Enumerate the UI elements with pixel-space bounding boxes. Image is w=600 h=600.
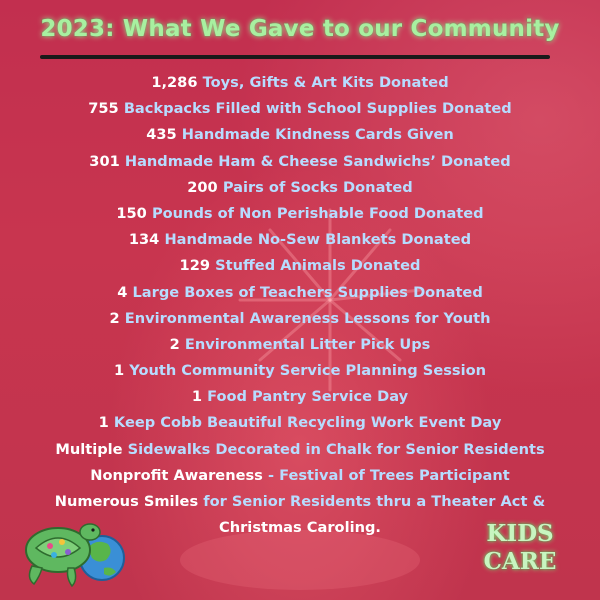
item-amount: 150: [116, 204, 147, 222]
item-amount: 1: [191, 388, 202, 406]
donation-list: [0, 70, 600, 541]
item-amount: 1: [98, 414, 109, 432]
list-item: [0, 227, 600, 253]
brand-line: CARE: [483, 548, 557, 575]
item-amount: 4: [117, 283, 128, 301]
item-amount: Nonprofit Awareness: [90, 466, 263, 484]
list-item: [0, 96, 600, 122]
item-amount: 1: [113, 362, 125, 380]
item-description: Stuffed Animals Donated: [215, 257, 421, 275]
item-amount: 755: [88, 100, 119, 118]
list-item: [0, 332, 600, 358]
item-amount: 301: [89, 152, 120, 170]
list-item: [0, 437, 600, 463]
item-amount: 2: [169, 335, 180, 353]
item-description: Handmade No-Sew Blankets Donated: [164, 231, 472, 249]
list-item: [0, 463, 600, 489]
list-item: [0, 384, 600, 410]
item-description: Environmental Litter Pick Ups: [184, 335, 431, 353]
list-item: [0, 358, 600, 384]
item-description-continued: Christmas Caroling.: [219, 519, 381, 537]
item-amount: 1,286: [151, 74, 198, 91]
item-description: Pairs of Socks Donated: [222, 178, 413, 196]
item-amount: Multiple: [55, 440, 123, 458]
list-item: [0, 253, 600, 279]
item-description: Youth Community Service Planning Session: [129, 362, 487, 380]
item-amount: Numerous Smiles: [54, 493, 199, 510]
item-description: Environmental Awareness Lessons for Youth: [124, 309, 491, 327]
list-item: [0, 306, 600, 332]
page-title: 2023: What We Gave to our Community: [40, 16, 560, 42]
list-item: [0, 175, 600, 201]
item-amount: 2: [109, 309, 120, 327]
list-item: [0, 280, 600, 306]
brand-line: KIDS: [486, 520, 554, 547]
item-description: Handmade Ham & Cheese Sandwichs’ Donated: [124, 152, 511, 170]
item-amount: 200: [187, 178, 218, 196]
item-amount: 134: [128, 231, 160, 249]
list-item: [0, 70, 600, 96]
item-description: Food Pantry Service Day: [207, 388, 409, 406]
item-description: Large Boxes of Teachers Supplies Donated: [132, 283, 483, 301]
item-amount: 129: [179, 257, 211, 275]
turtle-globe-logo-icon: [18, 508, 140, 593]
list-item: [0, 149, 600, 175]
item-description: Keep Cobb Beautiful Recycling Work Event Day: [113, 414, 502, 432]
title-divider: [40, 55, 550, 59]
item-description: Sidewalks Decorated in Chalk for Senior Residents: [127, 440, 545, 458]
item-description: Pounds of Non Perishable Food Donated: [151, 204, 484, 222]
item-description: Backpacks Filled with School Supplies Donated: [123, 100, 512, 118]
list-item: [0, 410, 600, 436]
item-description: for Senior Residents thru a Theater Act &: [203, 493, 546, 510]
item-description: - Festival of Trees Participant: [267, 466, 510, 484]
item-amount: 435: [146, 126, 177, 144]
kids-care-brand: [470, 520, 570, 576]
list-item: [0, 201, 600, 227]
item-description: Handmade Kindness Cards Given: [181, 126, 454, 144]
list-item: [0, 122, 600, 148]
item-description: Toys, Gifts & Art Kits Donated: [202, 74, 449, 91]
